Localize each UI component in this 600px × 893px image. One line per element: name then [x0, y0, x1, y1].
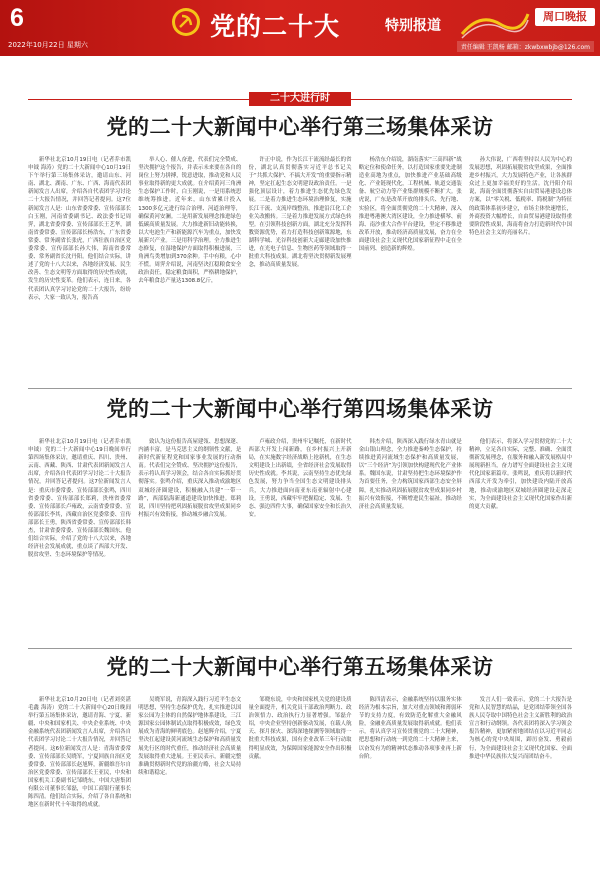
article-title: 党的二十大新闻中心举行第五场集体采访 [106, 654, 494, 679]
article-body [28, 156, 572, 378]
article-column: 杨浩东介绍说，湖南落实“三高四新”战略定位和使命任务，以打造国家重要先进制造业高地为重点，加快推进产业基础高级化、产业链现代化，工程机械、轨道交通装备、航空动力等产业集群规模不断扩大。张虎说，广东是改革开放的排头兵、先行地、实验区，将全面贯彻党的二十大精神，深入推进粤港澳大湾区建设，全力推进横琴、前海、南沙重大合作平台建设，坚定不移推进改革开放，推动经济高质量发展，奋力在全面建设社会主义现代化国家新征程中走在全国前列、创造新的辉煌。 [358, 157, 462, 253]
editor-name: 责任编辑 王凯杨 [460, 44, 505, 51]
article-column: 孙大伟说，广西将坚持以人民为中心的发展思想，巩固拓展脱贫攻坚成果，全面推进乡村振兴，大力发展特色产业，让各族群众过上更加幸福美好的生活。沈丹阳介绍说，海南全面贯彻落实自由贸易港建设总体方案，以“零关税、低税率、简税制”为特征的政策体系初步建立，市场主体快速增长，外商投资大幅增长，自由贸易港建设取得重要阶段性成果，海南将奋力打造新时代中国特色社会主义的亮丽名片。 [469, 157, 572, 236]
anniversary-ribbon-icon [460, 6, 530, 40]
page-number: 6 [10, 4, 24, 32]
issue-date: 2022年10月22日 星期六 [8, 41, 88, 49]
newspaper-logo: 周口晚报 [535, 8, 595, 26]
article-divider [28, 648, 572, 649]
party-emblem-icon [170, 6, 202, 38]
article-column: 他们表示，将深入学习贯彻党的二十大精神，立足各自实际，完整、准确、全面贯彻新发展理念，在服务和融入新发展格局中展现新担当，奋力谱写全面建设社会主义现代化国家新篇章。张鸣说，重庆将以新时代西部大开发为牵引，加快建设内陆开放高地，推动成渝地区双城经济圈建设走深走实，为全面建设社会主义现代化国家作出新的更大贡献。 [469, 439, 572, 510]
article-column: 邹晓东说，中央和国家机关党的建设质量全面提升，机关党员干部政治判断力、政治领悟力、政治执行力显著增强。邹磊介绍，中央企业坚持创新驱动发展，在载人航天、探月探火、深海深地探测等领域取得一批重大科技成果，国有企业改革三年行动取得明显成效，为保障国家能源安全作出积极贡献。 [248, 697, 352, 760]
article-title: 党的二十大新闻中心举行第三场集体采访 [106, 114, 494, 139]
article-column: 陈四清表示，金融系统坚持以服务实体经济为根本宗旨，加大对重点领域和薄弱环节的支持力度，有效防范化解重大金融风险，金融业高质量发展取得新成就。他们表示，将认真学习宣传贯彻党的二十大精神，把思想和行动统一到党的二十大精神上来，以奋发有为的精神状态推动各项事业再上新台阶。 [358, 697, 462, 760]
article-4th-interview [28, 394, 572, 559]
article-3rd-interview [28, 112, 572, 301]
article-body [28, 438, 572, 640]
editor-info [457, 41, 594, 52]
article-column: 发言人们一致表示，党的二十大报告是党和人民智慧的结晶，是党团结带领全国各族人民夺取中国特色社会主义新胜利的政治宣言和行动纲领。各代表团将深入学习领会报告精神，更加紧密地团结在以习近平同志为核心的党中央周围，踔厉奋发、勇毅前行，为全面建设社会主义现代化国家、全面推进中华民族伟大复兴而团结奋斗。 [469, 697, 572, 760]
article-divider [28, 388, 572, 389]
header-title: 党的二十大 [210, 12, 341, 41]
article-column: 举人心、催人奋进，代表们完全赞成、坚决拥护这个报告，并表示未来要在各自的岗位上努力拼搏，锐意进取，推动党和人民事业取得新的更大成就。在介绍黄河三角洲生态保护工作时，白玉刚说，一是用系统思维统筹推进。近年来，山东省累计投入1300多亿元进行综合治理、河道治理等，确保黄河安澜。二是用新发展理念推进绿色低碳高质量发展。大力推进新旧动能转换，以大电池生产和新能源汽车为重点，加快发展新兴产业。三是用科学治理。全力推进生态修复，在湿地保护方面取得积极进展，三角洲鸟类增加到370余种。手中有粮，心中不慌。周霁介绍说，河南坚决扛稳粮食安全政治责任，稳定粮食面积，严格耕地保护，去年粮食总产量达1308.8亿斤， [138, 157, 242, 285]
header-subtitle: 特别报道 [385, 18, 441, 34]
article-5th-interview [28, 652, 572, 809]
article-column: 韩杰介绍，陕西深入践行绿水青山就是金山银山理念，全力推进秦岭生态保护，持续推进黄河流域生态保护和高质量发展，以“三个经济”为引领加快构建现代化产业体系。魏国东说，甘肃坚持把生态环境保护作为首要任务，全力构筑国家西部生态安全屏障，扎实推动巩固拓展脱贫攻坚成果同乡村振兴有效衔接，不断增进民生福祉，推动经济社会高质量发展。 [358, 439, 462, 510]
article-column: 吴晓军说，青海深入践行习近平生态文明思想，坚持生态保护优先，扎实推进以国家公园为主体的自然保护地体系建设，三江源国家公园体制试点取得积极成效，绿色发展成为青海的鲜明底色。赵旭辉介绍，宁夏坚决扛起建设黄河流域生态保护和高质量发展先行区的时代重任，推动经济社会高质量发展取得重大进展。王亚民表示，新疆完整准确贯彻新时代党的治疆方略，社会大局持续和谐稳定。 [138, 697, 242, 776]
article-body [28, 696, 572, 884]
article-title: 党的二十大新闻中心举行第四场集体采访 [106, 396, 494, 421]
article-column: 许正中说，作为长江干流流经最长的省份，湖北认真贯彻落实习近平总书记关于“共抓大保护、不搞大开发”的重要指示精神，坚定扛起生态文明建设政治责任。一是强化顶层设计，着力推进生态优先绿色发展。二是着力推进生态环境治理修复，实施长江干流、支流岸线整治，推进沿江化工企业关改搬转。三是着力推进发展方式绿色转型。在引领科技创新方面，湖北充分发挥科教资源优势，着力打造科技创新策源地，东湖科学城、光谷科技创新大走廊建设加快推进，在光电子信息、生物医药等领域取得一批重大科技成果。湖北将坚决贯彻新发展理念，推动高质量发展。 [248, 157, 352, 269]
section-label: 二十大进行时 [249, 92, 351, 106]
article-column: 致认为这份报告高屋建瓴、思想深邃、内涵丰富，是马克思主义的纲领性文献，是新时代新征程党和国家事业发展的行动指南。代表们完全赞成、坚决拥护这份报告，表示将认真学习领会，结合各自实际抓好贯彻落实。张鸣介绍，重庆深入推动成渝地区双城经济圈建设，积极融入共建“一带一路”，西部陆海新通道建设加快推进。郑莉说，四川坚持把巩固拓展脱贫攻坚成果同乡村振兴有效衔接，推动城乡融合发展。 [138, 439, 242, 518]
article-column: 卢雍政介绍，贵州牢记嘱托，在新时代西部大开发上闯新路，在乡村振兴上开新局，在实施数字经济战略上抢新机，在生态文明建设上出新绩，全省经济社会发展取得历史性成就。李其说，云南坚持生态优先绿色发展，努力争当全国生态文明建设排头兵，大力推进面向南亚东南亚辐射中心建设。王勇说，西藏牢牢把握稳定、发展、生态、强边四件大事，确保国家安全和长治久安。 [248, 439, 352, 518]
editor-email: 邮箱：zkwbxwbjb@126.com [506, 44, 590, 51]
article-column: 新华社北京10月20日电（记者刘奕湛 毛鑫 海涛）党的二十大新闻中心20日晚间举行第五场集体采访，邀请青海、宁夏、新疆、中央和国家机关、中央企业系统、中央金融系统代表团新闻发言人出席，介绍各自代表团学习讨论二十大报告情况，并回答记者提问。这6位新闻发言人是：青海省委常委、宣传部部长吴晓军，宁夏回族自治区党委常委、宣传部部长赵旭辉，新疆维吾尔自治区党委常委、宣传部部长王亚民，中央和国家机关工委副书记邹晓东，中国大唐集团有限公司董事长邹磊，中国工商银行董事长陈四清。他们结合实际，介绍了各自系统和地区在新时代十年取得的成就。 [28, 697, 131, 809]
article-column: 新华社北京10月19日电（记者乔市凯 申钺）党的二十大新闻中心19日晚间举行第四场集体采访，邀请重庆、四川、贵州、云南、西藏、陕西、甘肃代表团新闻发言人出席，介绍各自代表团学习讨论二十大报告情况，并回答记者提问。这7位新闻发言人是：重庆市委常委、宣传部部长张鸣，四川省委常委、宣传部部长郑莉，贵州省委常委、宣传部部长卢雍政，云南省委常委、宣传部部长李其，西藏自治区党委常委、宣传部部长王勇，陕西省委常委、宣传部部长韩杰，甘肃省委常委、宣传部部长魏国东。他们结合实际，介绍了党的十八大以来，各地经济社会发展成就，重点谈了西部大开发、脱贫攻坚、生态环境保护等情况。 [28, 439, 131, 559]
page-header [0, 0, 600, 56]
article-column: 新华社北京10月19日电（记者乔市凯 申钺 海涛）党的二十大新闻中心10月19日下午举行第三场集体采访，邀请山东、河南、湖北、湖南、广东、广西、海南代表团新闻发言人出席，介绍各自代表团学习讨论二十大报告情况，并回答记者提问。这7位新闻发言人是：山东省委常委、宣传部部长白玉刚，河南省委副书记、政法委书记周霁，湖北省委常委、宣传部部长王艺华，湖南省委常委、宣传部部长杨浩东，广东省委常委、常务副省长张虎，广西壮族自治区党委常委、宣传部部长孙大伟，海南省委常委、常务副省长沈丹阳。他们结合实际，讲述了党的十八大以来，各地经济发展、民生改善、生态文明等方面取得的历史性成就，发生的历史性变革。他们表示，连日来，各代表团认真学习讨论党的二十大报告，纷纷表示，大家一致认为，报告高 [28, 157, 131, 301]
